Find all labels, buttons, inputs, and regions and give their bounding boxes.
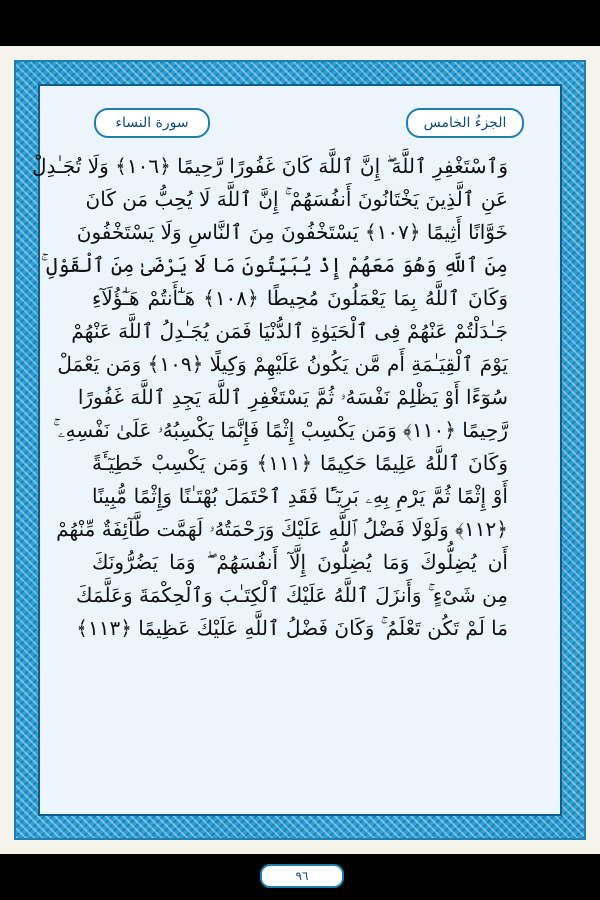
text-line: يَوْمَ ٱلْقِيَـٰمَةِ أَم مَّن يَكُونُ عَلَيْهِمْ وَكِيلًا ﴿١٠٩﴾ وَمَن يَعْمَلْ	[57, 352, 508, 376]
text-line: أَوْ إِثْمًا ثُمَّ يَرْمِ بِهِۦ بَرِيٓـًٔا فَقَدِ ٱحْتَمَلَ بُهْتَـٰنًا وَإِثْمًا مُّبِينًا	[92, 484, 508, 508]
text-line: سُوٓءًا أَوْ يَظْلِمْ نَفْسَهُۥ ثُمَّ يَسْتَغْفِرِ ٱللَّهَ يَجِدِ ٱللَّهَ غَفُورًا	[77, 385, 508, 409]
text-line: أَن يُضِلُّوكَ وَمَا يُضِلُّونَ إِلَّآ أَنفُسَهُمْ ۖ وَمَا يَضُرُّونَكَ	[92, 550, 508, 574]
text-line: وَكَانَ ٱللَّهُ بِمَا يَعْمَلُونَ مُحِيطًا ﴿١٠٨﴾ هَـٰٓأَنتُمْ هَـٰٓؤُلَآءِ	[92, 286, 508, 310]
text-line: خَوَّانًا أَثِيمًا ﴿١٠٧﴾ يَسْتَخْفُونَ مِنَ ٱلنَّاسِ وَلَا يَسْتَخْفُونَ	[76, 220, 508, 244]
juz-label: الجزءُ الخامس	[406, 108, 524, 138]
text-line: مَا لَمْ تَكُن تَعْلَمُ ۚ وَكَانَ فَضْلُ ٱللَّهِ عَلَيْكَ عَظِيمًا ﴿١١٣﴾	[76, 616, 508, 640]
surah-label: سورة النساء	[94, 108, 210, 138]
text-line: وَكَانَ ٱللَّهُ عَلِيمًا حَكِيمًا ﴿١١١﴾ وَمَن يَكْسِبْ خَطِيٓـَٔةً	[92, 451, 508, 475]
text-line: جَـٰدَلْتُمْ عَنْهُمْ فِى ٱلْحَيَوٰةِ ٱلدُّنْيَا فَمَن يُجَـٰدِلُ ٱللَّهَ عَنْهُمْ	[71, 319, 508, 343]
text-line: وَٱسْتَغْفِرِ ٱللَّهَ ۖ إِنَّ ٱللَّهَ كَانَ غَفُورًا رَّحِيمًا ﴿١٠٦﴾ وَلَا تُجَـٰدِلْ	[32, 154, 508, 178]
text-line: ﴿١١٢﴾ وَلَوْلَا فَضْلُ ٱللَّهِ عَلَيْكَ وَرَحْمَتُهُۥ لَهَمَّت طَّآئِفَةٌ مِّنْهُمْ	[56, 517, 508, 541]
quran-text-block	[32, 150, 508, 838]
text-line: مِن شَىْءٍ ۚ وَأَنزَلَ ٱللَّهُ عَلَيْكَ ٱلْكِتَـٰبَ وَٱلْحِكْمَةَ وَعَلَّمَكَ	[76, 583, 508, 607]
text-line: مِنَ ٱللَّهِ وَهُوَ مَعَهُمْ إِذْ يُبَيِّتُونَ مَا لَا يَرْضَىٰ مِنَ ٱلْقَوْلِ ۚ	[40, 253, 508, 277]
text-line: عَنِ ٱلَّذِينَ يَخْتَانُونَ أَنفُسَهُمْ ۚ إِنَّ ٱللَّهَ لَا يُحِبُّ مَن كَانَ	[85, 187, 508, 211]
page-number: ٩٦	[260, 864, 344, 888]
text-line: رَّحِيمًا ﴿١١٠﴾ وَمَن يَكْسِبْ إِثْمًا فَإِنَّمَا يَكْسِبُهُۥ عَلَىٰ نَفْسِهِۦ ۚ	[52, 418, 508, 442]
mushaf-page	[0, 46, 600, 883]
